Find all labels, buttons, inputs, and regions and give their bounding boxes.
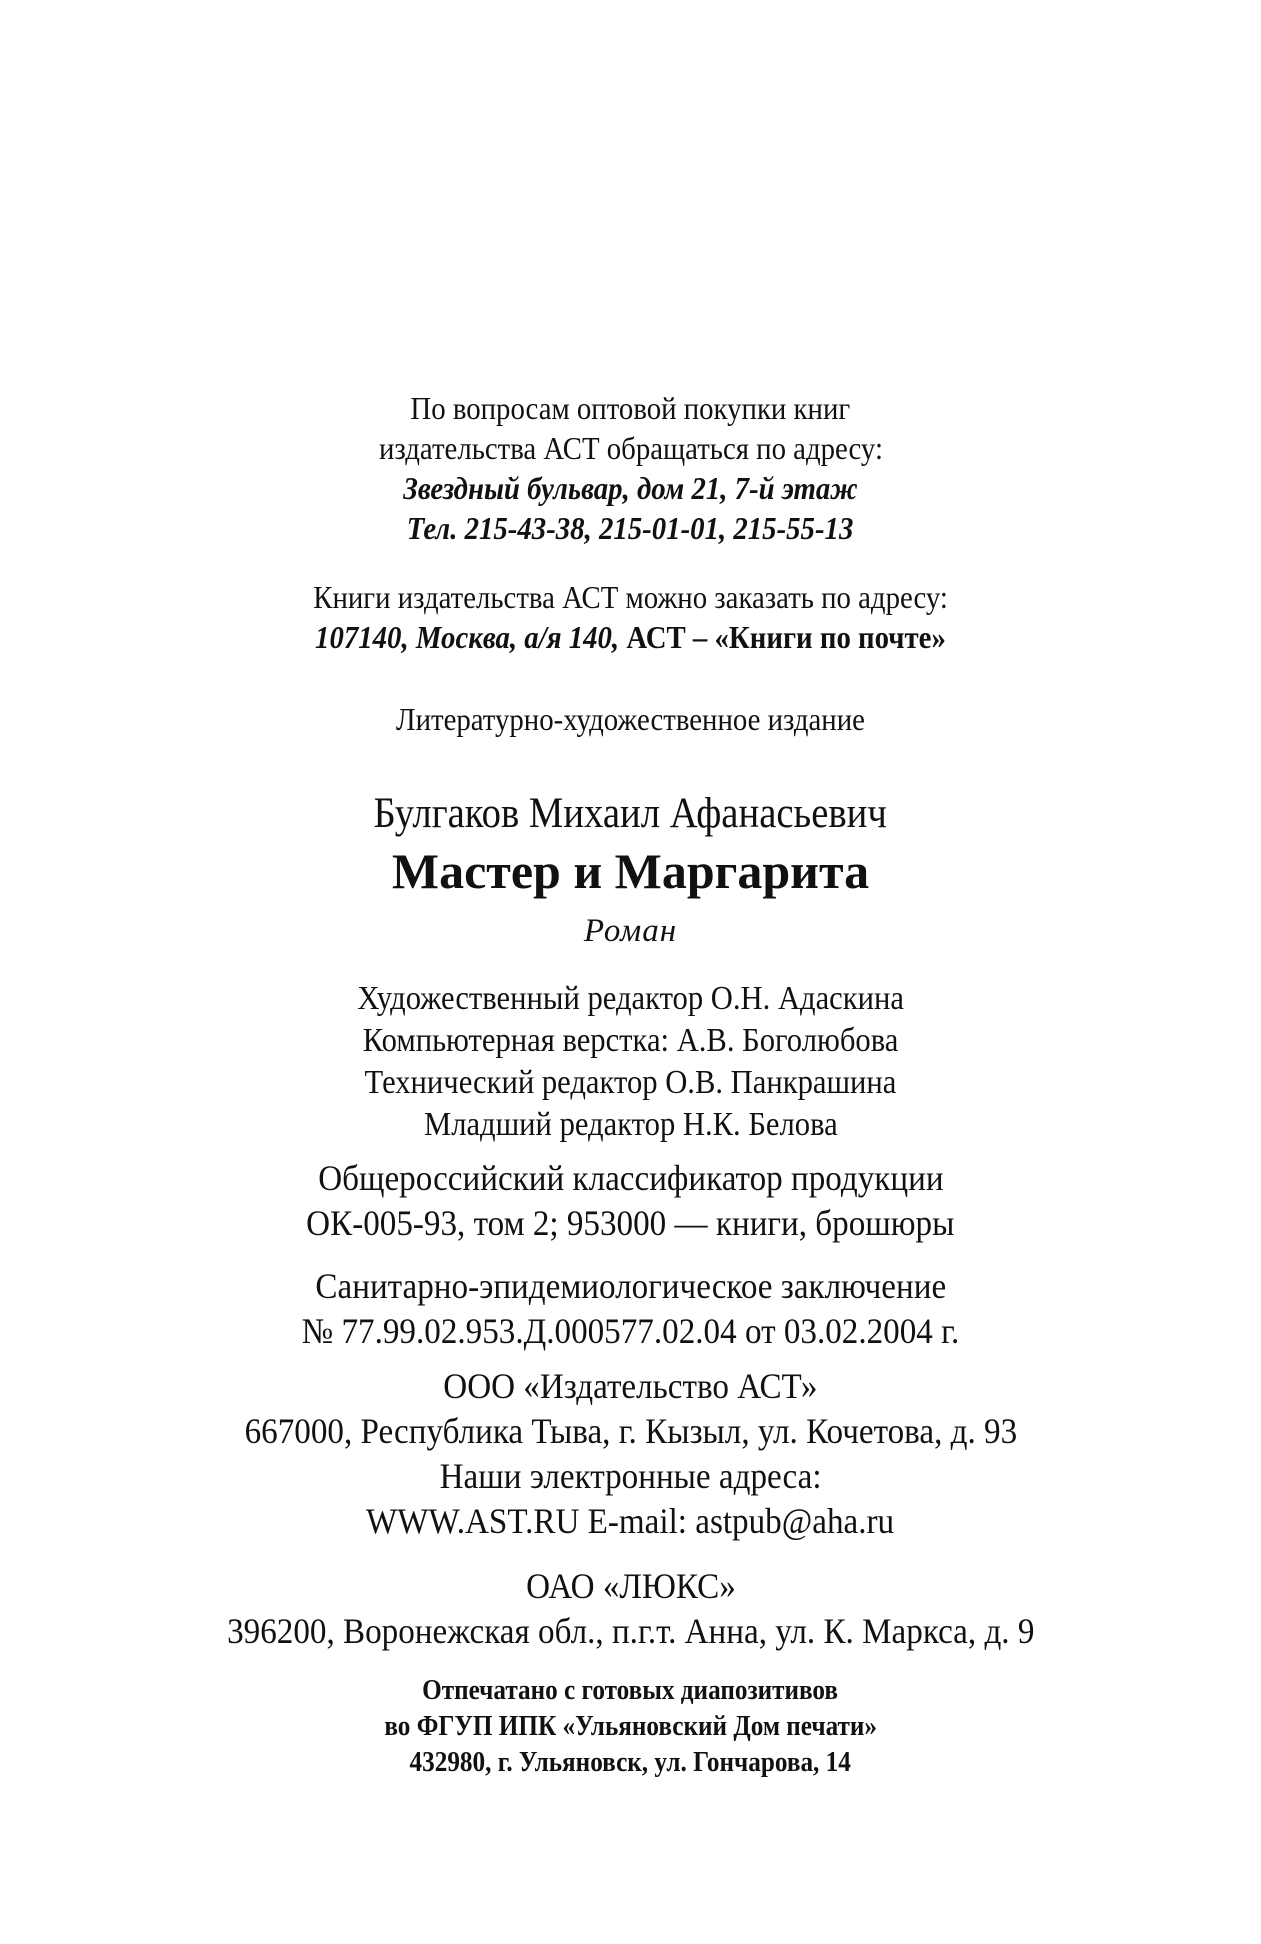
publisher-address: 667000, Республика Тыва, г. Кызыл, ул. Кочетова, д. 93 (244, 1411, 1017, 1451)
book-title: Мастер и Маргарита (391, 843, 870, 899)
publisher-electronic-label: Наши электронные адреса: (439, 1456, 822, 1496)
publisher-web: WWW.AST.RU E-mail: astpub@aha.ru (366, 1501, 895, 1541)
printer-address: 396200, Воронежская обл., п.г.т. Анна, ул. К. Маркса, д. 9 (226, 1611, 1035, 1651)
edition-type: Литературно-художественное издание (396, 701, 865, 737)
credit-layout: Компьютерная верстка: А.В. Боголюбова (362, 1022, 899, 1059)
wholesale-line-1: По вопросам оптовой покупки книг (410, 390, 851, 426)
printing-line-1: Отпечатано с готовых диапозитивов (422, 1675, 839, 1706)
credit-art-editor: Художественный редактор О.Н. Адаскина (357, 980, 904, 1017)
classifier-line-2: ОК-005-93, том 2; 953000 — книги, брошюры (306, 1203, 955, 1243)
mail-order-address-italic: 107140, Москва, а/я 140, (315, 619, 620, 655)
mail-order-address-bold: АСТ – «Книги по почте» (619, 619, 946, 655)
wholesale-phone: Тел. 215-43-38, 215-01-01, 215-55-13 (407, 510, 854, 546)
publisher-name: ООО «Издательство АСТ» (443, 1366, 818, 1406)
sanitary-line-1: Санитарно-эпидемиологическое заключение (315, 1266, 946, 1306)
printing-line-3: 432980, г. Ульяновск, ул. Гончарова, 14 (409, 1747, 852, 1778)
printing-line-2: во ФГУП ИПК «Ульяновский Дом печати» (384, 1711, 877, 1742)
wholesale-address: Звездный бульвар, дом 21, 7-й этаж (403, 470, 858, 506)
author-name: Булгаков Михаил Афанасьевич (373, 790, 888, 837)
credit-junior-editor: Младший редактор Н.К. Белова (423, 1106, 838, 1143)
mail-order-address (0, 621, 1261, 653)
book-genre: Роман (583, 913, 678, 949)
credit-tech-editor: Технический редактор О.В. Панкрашина (364, 1064, 897, 1101)
mail-order-line-1: Книги издательства АСТ можно заказать по адресу: (313, 579, 948, 615)
sanitary-line-2: № 77.99.02.953.Д.000577.02.04 от 03.02.2004 г. (301, 1311, 960, 1351)
wholesale-line-2: издательства АСТ обращаться по адресу: (378, 430, 883, 466)
classifier-line-1: Общероссийский классификатор продукции (317, 1158, 944, 1198)
printer-name: ОАО «ЛЮКС» (525, 1566, 736, 1606)
